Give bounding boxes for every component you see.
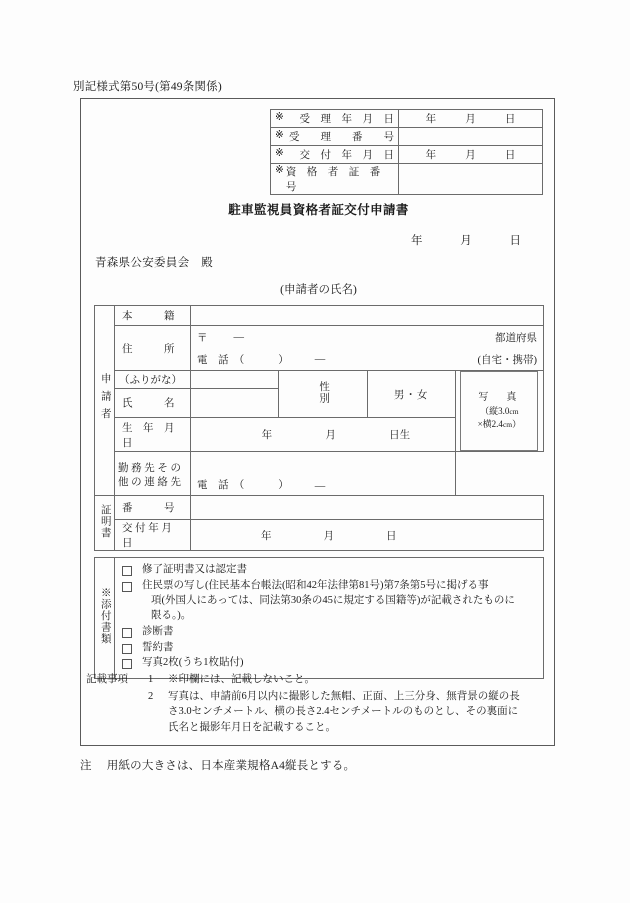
receipt-table	[270, 109, 543, 195]
zip-dash: —	[233, 331, 244, 343]
list-item-label: 誓約書	[142, 641, 174, 653]
photo-label: 写 真	[478, 391, 521, 403]
photo-size-line2: ×横2.4cm）	[477, 419, 522, 430]
certificate-number-field[interactable]	[191, 496, 544, 520]
bottom-note-text: 用紙の大きさは、日本産業規格A4縦長とする。	[106, 760, 356, 772]
receipt-value-acceptance-number[interactable]	[399, 128, 543, 146]
list-item[interactable]	[122, 641, 536, 656]
name-label: 氏 名	[115, 388, 191, 418]
photo-size-line1: （縦3.0cm	[480, 406, 519, 417]
receipt-row-issue-date	[271, 146, 543, 164]
birthdate-field[interactable]	[191, 418, 456, 452]
certificate-issue-date-field[interactable]	[191, 520, 544, 551]
receipt-value-qualification-number[interactable]	[399, 164, 543, 195]
sex-label: 性別	[279, 371, 367, 418]
note-text: 写真は、申請前6月以内に撮影した無帽、正面、上三分身、無背景の縦の長 さ3.0センチメートル、横の長さ2.4センチメートルのものとし、その裏面に 氏名と撮影年月日を記載すること。	[168, 691, 520, 733]
month-unit: 月	[323, 530, 334, 542]
month-unit: 月	[460, 235, 472, 247]
list-item-label: 修了証明書又は認定書	[142, 564, 247, 575]
year-unit: 年	[261, 430, 273, 442]
tel-dash: —	[314, 353, 326, 365]
note-item-2	[86, 689, 551, 735]
year-unit: 年	[411, 235, 423, 247]
day-unit: 日	[386, 530, 397, 542]
attachments-side-label: ※添付書類	[95, 558, 115, 679]
mark-symbol: ※	[275, 112, 284, 123]
submission-date-line	[411, 232, 521, 248]
receipt-label-acceptance-number: ※ 受 理 番 号	[271, 128, 399, 146]
addressee: 青森県公安委員会 殿	[95, 257, 213, 269]
table-row-honseki	[95, 306, 544, 326]
table-row-certificate-issue-date	[95, 520, 544, 551]
applicant-side-label: 申請者	[95, 306, 115, 496]
photo-paste-area[interactable]	[455, 371, 543, 452]
list-item[interactable]	[122, 579, 536, 624]
month-unit: 月	[465, 114, 476, 125]
list-item[interactable]	[122, 563, 536, 578]
honseki-field[interactable]	[191, 306, 544, 326]
checkbox-icon[interactable]	[122, 644, 132, 654]
table-row-furigana	[95, 371, 544, 389]
list-item-label: 住民票の写し(住民基本台帳法(昭和42年法律第81号)第7条第5号に掲げる事 項(外国人にあっては、同法第30条の45に規定する国籍等)が記載されたものに 限る。)。	[142, 579, 515, 621]
furigana-field[interactable]	[191, 371, 279, 389]
receipt-label-issue-date: ※ 交 付 年 月 日	[271, 146, 399, 164]
page-title: 駐車監視員資格者証交付申請書	[228, 203, 409, 217]
address-field[interactable]	[191, 326, 544, 371]
day-unit: 日	[504, 150, 516, 161]
checkbox-icon[interactable]	[122, 566, 132, 576]
note-number: 1	[148, 674, 154, 685]
attachments-row	[95, 558, 544, 679]
day-unit: 日	[504, 114, 516, 125]
day-unit: 日生	[389, 430, 411, 442]
list-item[interactable]	[122, 625, 536, 640]
notes-heading: 記載事項	[86, 674, 128, 685]
tel-label: 電 話 （	[197, 480, 245, 491]
note-text: ※印欄には、記載しないこと。	[168, 674, 315, 685]
notes-block	[86, 672, 551, 735]
workplace-field[interactable]	[191, 452, 456, 496]
postal-mark-icon: 〒	[197, 332, 208, 344]
table-row-address	[95, 326, 544, 371]
mark-symbol: ※	[275, 148, 284, 159]
year-unit: 年	[425, 150, 437, 161]
receipt-row-qualification-number	[271, 164, 543, 195]
receipt-value-acceptance-date[interactable]	[399, 110, 543, 128]
receipt-label-qualification-number: ※ 資 格 者 証 番 号	[271, 164, 399, 195]
checkbox-icon[interactable]	[122, 628, 132, 638]
form-number: 別記様式第50号(第49条関係)	[73, 81, 222, 93]
day-unit: 日	[509, 235, 521, 247]
applicant-name-signature-line: (申請者の氏名)	[280, 284, 357, 296]
certificate-side-label: 証明書	[95, 496, 115, 551]
month-unit: 月	[465, 150, 476, 161]
receipt-value-issue-date[interactable]	[399, 146, 543, 164]
name-field[interactable]	[191, 388, 279, 418]
form-outer-frame	[80, 98, 555, 746]
applicant-table	[94, 305, 544, 551]
tel-close-paren: ）	[278, 354, 289, 366]
bottom-note-heading: 注	[80, 760, 92, 772]
birthdate-label: 生 年 月 日	[115, 418, 191, 452]
honseki-label: 本 籍	[115, 306, 191, 326]
sex-value[interactable]: 男・女	[367, 371, 455, 418]
month-unit: 月	[325, 430, 336, 442]
table-row-workplace	[95, 452, 544, 496]
certificate-issue-date-label: 交 付 年 月 日	[115, 520, 191, 551]
tel-label: 電 話 （	[197, 354, 245, 366]
note-item-1	[86, 672, 551, 687]
workplace-label: 勤 務 先 そ の 他 の 連 絡 先	[115, 452, 191, 496]
tel-dash: —	[314, 481, 326, 492]
receipt-row-acceptance-number	[271, 128, 543, 146]
attachments-table	[94, 557, 544, 679]
prefecture-label: 都道府県	[495, 332, 537, 344]
receipt-row-acceptance-date	[271, 110, 543, 128]
bottom-note	[80, 757, 355, 773]
checkbox-icon[interactable]	[122, 582, 132, 592]
tel-close-paren: ）	[278, 480, 289, 491]
furigana-label: （ふりがな）	[115, 371, 191, 389]
year-unit: 年	[425, 114, 437, 125]
address-label: 住 所	[115, 326, 191, 371]
tel-type-note: (自宅・携帯)	[477, 354, 537, 366]
note-number: 2	[148, 691, 154, 703]
list-item-label: 写真2枚(うち1枚貼付)	[142, 657, 244, 669]
mark-symbol: ※	[275, 130, 284, 141]
list-item-label: 診断書	[142, 625, 174, 637]
mark-symbol: ※	[275, 165, 284, 176]
checkbox-icon[interactable]	[122, 659, 132, 669]
attachments-list-cell	[115, 558, 544, 679]
photo-box	[460, 371, 538, 451]
list-item[interactable]	[122, 656, 536, 671]
certificate-number-label: 番 号	[115, 496, 191, 520]
year-unit: 年	[261, 530, 272, 542]
table-row-certificate-number	[95, 496, 544, 520]
receipt-label-acceptance-date: ※ 受 理 年 月 日	[271, 110, 399, 128]
